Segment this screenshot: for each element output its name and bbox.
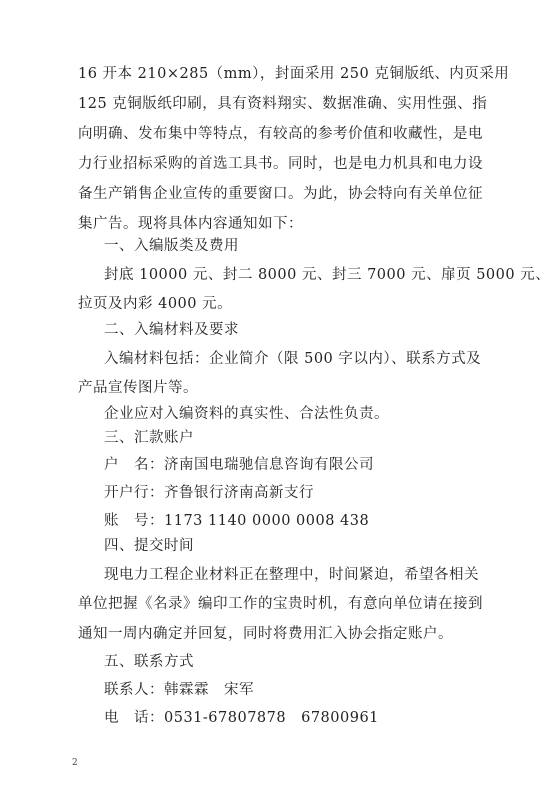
materials-note: 企业应对入编资料的真实性、合法性负责。 — [104, 406, 389, 422]
paragraph-line: 125 克铜版纸印刷，具有资料翔实、数据准确、实用性强、指 — [78, 96, 488, 112]
bank-value: 齐鲁银行济南高新支行 — [164, 485, 314, 501]
paragraph-line: 向明确、发布集中等特点，有较高的参考价值和收藏性，是电 — [78, 126, 483, 142]
account-name-value: 济南国电瑞驰信息咨询有限公司 — [164, 457, 374, 473]
materials-line: 产品宣传图片等。 — [78, 380, 198, 396]
deadline-line: 现电力工程企业材料正在整理中，时间紧迫，希望各相关 — [104, 567, 479, 583]
contact-person-label: 联系人： — [104, 682, 164, 698]
contact-person-value: 韩霖霖 宋军 — [164, 682, 254, 698]
account-number-row — [104, 511, 369, 531]
account-number-label: 账 号： — [104, 513, 164, 529]
phone-row — [104, 708, 379, 728]
paragraph-line: 备生产销售企业宣传的重要窗口。为此，协会特向有关单位征 — [78, 186, 483, 202]
paragraph-line: 力行业招标采购的首选工具书。同时，也是电力机具和电力设 — [78, 156, 483, 172]
contact-person-row — [104, 680, 254, 700]
deadline-line: 单位把握《名录》编印工作的宝贵时机，有意向单位请在接到 — [78, 596, 483, 612]
account-name-label: 户 名： — [104, 457, 164, 473]
bank-label: 开户行： — [104, 485, 164, 501]
paragraph-line: 16 开本 210×285（mm），封面采用 250 克铜版纸、内页采用 — [78, 66, 510, 82]
fees-line: 封底 10000 元、封二 8000 元、封三 7000 元、扉页 5000 元、 — [104, 267, 550, 283]
paragraph-line: 集广告。现将具体内容通知如下： — [78, 216, 303, 232]
account-number-value: 1173 1140 0000 0008 438 — [164, 513, 370, 529]
section-heading-fees: 一、入编版类及费用 — [104, 238, 239, 254]
fees-line: 拉页及内彩 4000 元。 — [78, 296, 233, 312]
section-heading-materials: 二、入编材料及要求 — [104, 322, 239, 338]
section-heading-deadline: 四、提交时间 — [104, 538, 194, 554]
deadline-line: 通知一周内确定并回复，同时将费用汇入协会指定账户。 — [78, 626, 453, 642]
section-heading-contact: 五、联系方式 — [104, 654, 194, 670]
phone-label: 电 话： — [104, 710, 164, 726]
materials-line: 入编材料包括：企业简介（限 500 字以内）、联系方式及 — [104, 351, 482, 367]
account-name-row — [104, 455, 374, 475]
phone-value: 0531-67807878 67800961 — [164, 710, 379, 726]
bank-row — [104, 483, 314, 503]
page-number: 2 — [72, 758, 78, 768]
section-heading-account: 三、汇款账户 — [104, 430, 194, 446]
